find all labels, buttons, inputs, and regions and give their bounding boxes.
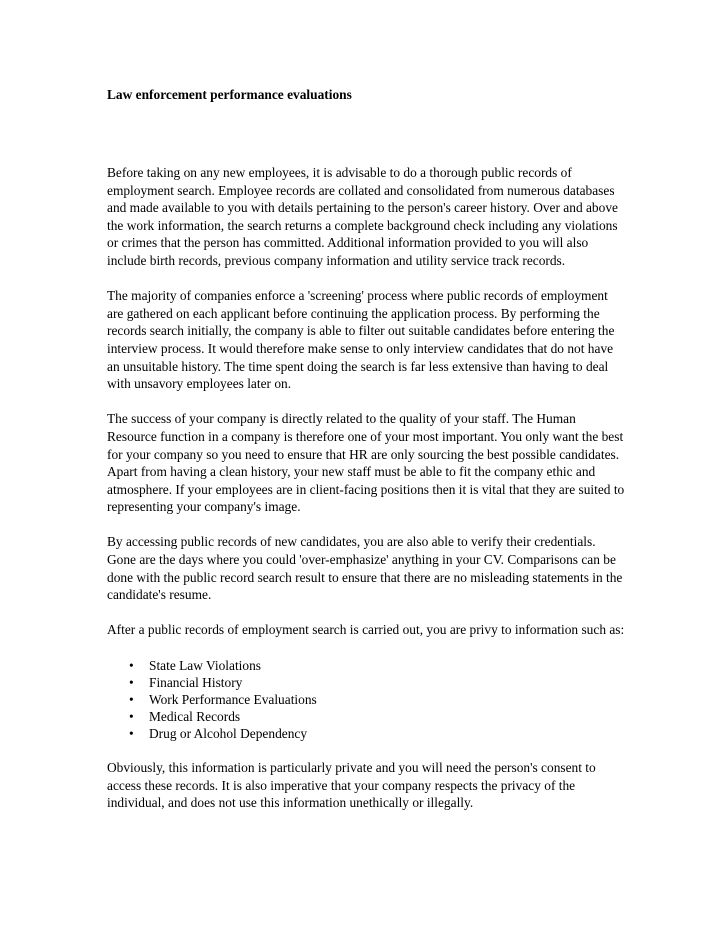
paragraph-3: The success of your company is directly related to the quality of your staff. The Human Resource function in a company is therefore one of your most important. You only want the best for your company so you need to ensure that HR are only sourcing the best possible candidates. Apart from having a clean history, your new staff must be able to fit the company ethic and atmosphere. If your employees are in client-facing positions then it is vital that they are suited to representing your company's image. <box>107 411 625 515</box>
bullet-icon: • <box>129 674 134 690</box>
information-list <box>107 657 627 742</box>
bullet-icon: • <box>129 708 134 724</box>
list-item <box>107 725 627 742</box>
list-item-text: Financial History <box>149 674 243 690</box>
paragraph-2: The majority of companies enforce a 'screening' process where public records of employment are gathered on each applicant before continuing the application process. By performing the records search initially, the company is able to filter out suitable candidates before entering the interview process. It would therefore make sense to only interview candidates that do not have an unsuitable history. The time spent doing the search is far less extensive than having to deal with unsavory employees later on. <box>107 288 615 392</box>
paragraph-1: Before taking on any new employees, it is advisable to do a thorough public records of employment search. Employee records are collated and consolidated from numerous databases and made available to you with details pertaining to the person's career history. Over and above the work information, the search returns a complete background check including any violations or crimes that the person has committed. Additional information provided to you will also include birth records, previous company information and utility service track records. <box>107 165 618 268</box>
bullet-icon: • <box>129 691 134 707</box>
list-item <box>107 708 627 725</box>
list-item-text: Drug or Alcohol Dependency <box>149 725 308 741</box>
list-item <box>107 674 627 691</box>
document-body <box>107 164 627 830</box>
list-item <box>107 691 627 708</box>
paragraph-4: By accessing public records of new candidates, you are also able to verify their credentials. Gone are the days where you could 'over-emphasize' anything in your CV. Comparisons can be done with the public record search result to ensure that there are no misleading statements in the candidate's resume. <box>107 534 623 603</box>
bullet-icon: • <box>129 657 134 673</box>
list-item <box>107 657 627 674</box>
list-item-text: State Law Violations <box>149 657 262 673</box>
bullet-icon: • <box>129 725 134 741</box>
document-title: Law enforcement performance evaluations <box>107 87 352 102</box>
list-item-text: Medical Records <box>149 708 241 724</box>
list-item-text: Work Performance Evaluations <box>149 691 317 707</box>
closing-paragraph: Obviously, this information is particularly private and you will need the person's consent to access these records. It is also imperative that your company respects the privacy of the individual, and does not use this information unethically or illegally. <box>107 760 596 811</box>
paragraph-5: After a public records of employment search is carried out, you are privy to information such as: <box>107 622 625 638</box>
